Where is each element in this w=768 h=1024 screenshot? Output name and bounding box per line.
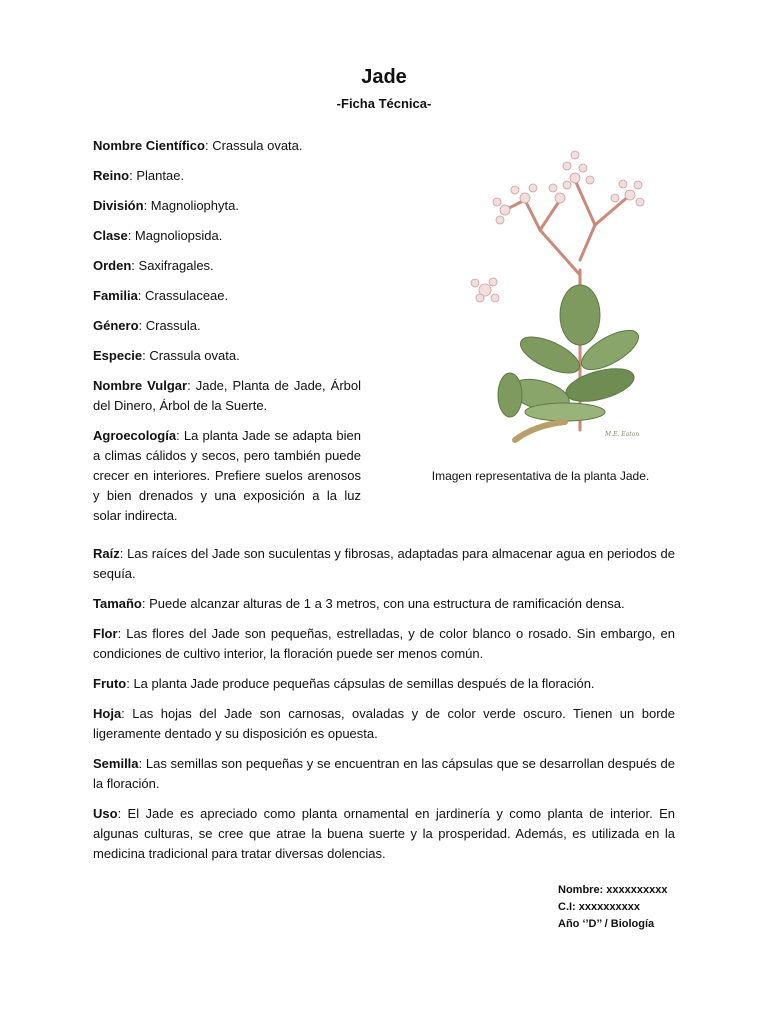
field-clase: Clase: Magnoliopsida. xyxy=(93,228,223,243)
field-nombre-cientifico: Nombre Científico: Crassula ovata. xyxy=(93,138,303,153)
field-tamano: Tamaño: Puede alcanzar alturas de 1 a 3 metros, con una estructura de ramificación densa. xyxy=(93,596,625,611)
field-reino: Reino: Plantae. xyxy=(93,168,185,183)
field-semilla: Semilla: Las semillas son pequeñas y se encuentran en las cápsulas que se desarrollan después de la floración. xyxy=(93,756,675,791)
field-division: División: Magnoliophyta. xyxy=(93,198,239,213)
field-nombre-vulgar: Nombre Vulgar: Jade, Planta de Jade, Árbol del Dinero, Árbol de la Suerte. xyxy=(93,378,361,413)
field-especie: Especie: Crassula ovata. xyxy=(93,348,240,363)
image-caption: Imagen representativa de la planta Jade. xyxy=(431,469,650,483)
page-subtitle: -Ficha Técnica- xyxy=(336,96,432,111)
field-agroecologia: Agroecología: La planta Jade se adapta bien a climas cálidos y secos, pero también puede crecer en interiores. Prefiere suelos arenosos y bien drenados y una exposición a la luz solar indirecta. xyxy=(93,428,361,523)
field-uso: Uso: El Jade es apreciado como planta ornamental en jardinería y como planta de interior. En algunas culturas, se cree que atrae la buena suerte y la prosperidad. Además, es utilizada en la medicina tradicional para tratar diversas dolencias. xyxy=(93,806,675,861)
student-name: Nombre: xxxxxxxxxx xyxy=(558,884,668,896)
page-title: Jade xyxy=(361,66,407,88)
field-familia: Familia: Crassulaceae. xyxy=(93,288,229,303)
signature-block xyxy=(558,882,667,933)
field-flor: Flor: Las flores del Jade son pequeñas, estrelladas, y de color blanco o rosado. Sin embargo, en condiciones de cultivo interior, la floración puede ser menos común. xyxy=(93,626,675,661)
field-genero: Género: Crassula. xyxy=(93,318,201,333)
field-fruto: Fruto: La planta Jade produce pequeñas cápsulas de semillas después de la floración. xyxy=(93,676,595,691)
field-orden: Orden: Saxifragales. xyxy=(93,258,214,273)
artist-signature: M.E. Eaton xyxy=(605,431,640,438)
description-list xyxy=(93,544,675,874)
jade-plant-illustration xyxy=(455,140,655,450)
field-raiz: Raíz: Las raíces del Jade son suculentas y fibrosas, adaptadas para almacenar agua en periodos de sequía. xyxy=(93,546,675,581)
field-hoja: Hoja: Las hojas del Jade son carnosas, ovaladas y de color verde oscuro. Tienen un borde ligeramente dentado y su disposición es opuesta. xyxy=(93,706,675,741)
student-ci: C.I: xxxxxxxxxx xyxy=(558,901,640,913)
taxonomy-list xyxy=(93,136,361,536)
student-year: Año ‘’D’’ / Biología xyxy=(558,918,655,930)
